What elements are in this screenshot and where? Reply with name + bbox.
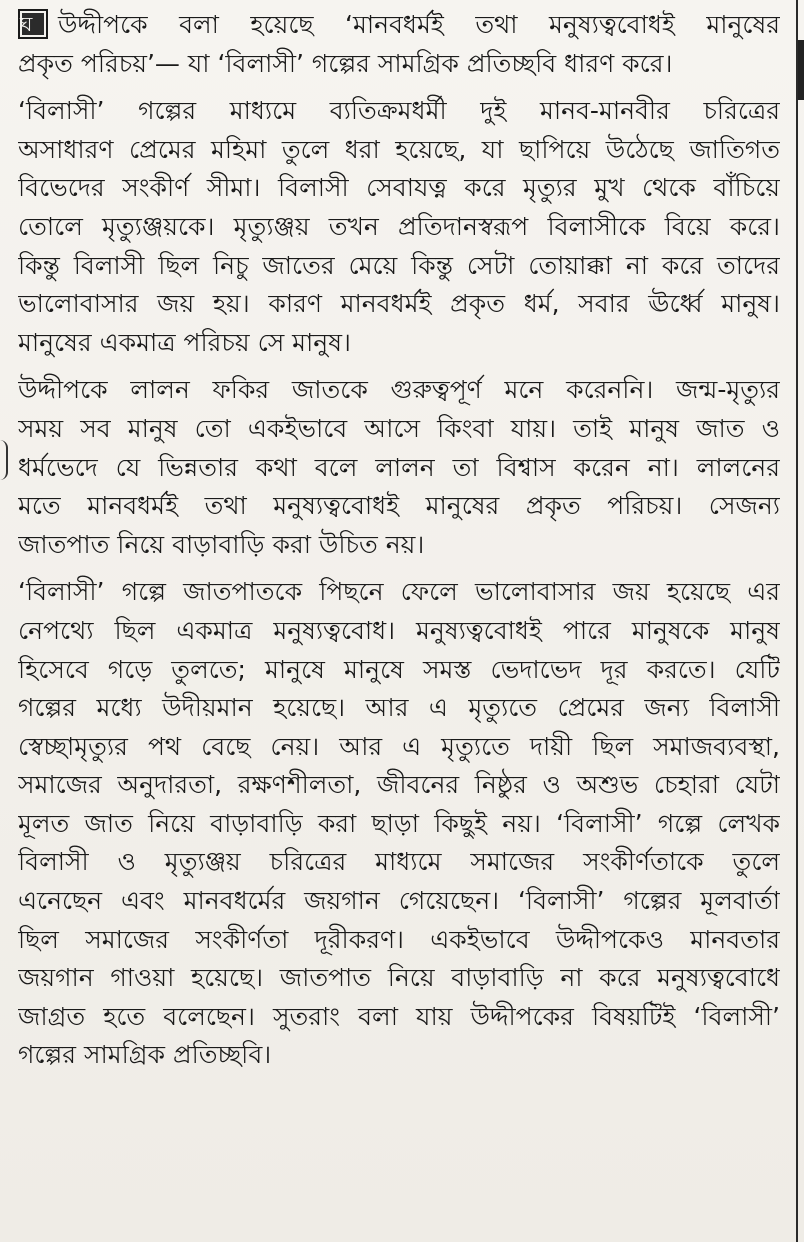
answer-text: [18, 6, 780, 1084]
line-text: উদ্দীপকে বলা হয়েছে ‘মানবধর্মই তথা মনুষ্যত্ববোধই মানুষের: [58, 10, 780, 39]
paragraph-lalon: [18, 371, 780, 564]
text-line: [18, 6, 780, 45]
text-line: প্রকৃত পরিচয়’— যা ‘বিলাসী’ গল্পের সামগ্রিক প্রতিচ্ছবি ধারণ করে।: [18, 48, 673, 78]
text-line: সময় সব মানুষ তো একইভাবে আসে কিংবা যায়। তাই মানুষ জাত ও: [18, 413, 780, 443]
text-line: বিলাসী ও মৃত্যুঞ্জয় চরিত্রের মাধ্যমে সমাজের সংকীর্ণতাকে তুলে: [18, 847, 780, 877]
text-line: গল্পের মধ্যে উদীয়মান হয়েছে। আর এ মৃত্যুতে প্রেমের জন্য বিলাসী: [18, 693, 780, 723]
paragraph-conclusion: [18, 573, 780, 1075]
column-rule: [796, 0, 798, 1242]
section-marker: ঘ: [18, 9, 48, 39]
text-line: এনেছেন এবং মানবধর্মের জয়গান গেয়েছেন। ‘বিলাসী’ গল্পের মূলবার্তা: [18, 886, 780, 916]
paragraph-bilasi-story: [18, 92, 780, 362]
text-line: কিন্তু বিলাসী ছিল নিচু জাতের মেয়ে কিন্তু সেটা তোয়াক্কা না করে তাদের: [18, 250, 780, 280]
text-line: সমাজের অনুদারতা, রক্ষণশীলতা, জীবনের নিষ্ঠুর ও অশুভ চেহারা যেটা: [18, 770, 780, 800]
text-line: বিভেদের সংকীর্ণ সীমা। বিলাসী সেবাযত্ন করে মৃত্যুর মুখ থেকে বাঁচিয়ে: [18, 173, 780, 203]
text-line: গল্পের সামগ্রিক প্রতিচ্ছবি।: [18, 1040, 272, 1070]
text-line: স্বেচ্ছামৃত্যুর পথ বেছে নেয়। আর এ মৃত্যুতে দায়ী ছিল সমাজব্যবস্থা,: [18, 731, 780, 761]
text-line: নেপথ্যে ছিল একমাত্র মনুষ্যত্ববোধ। মনুষ্যত্ববোধই পারে মানুষকে মানুষ: [18, 615, 780, 645]
text-line: জাগ্রত হতে বলেছেন। সুতরাং বলা যায় উদ্দীপকের বিষয়টিই ‘বিলাসী’: [18, 1001, 780, 1031]
text-line: ছিল সমাজের সংকীর্ণতা দূরীকরণ। একইভাবে উদ্দীপকেও মানবতার: [18, 924, 780, 954]
text-line: মূলত জাত নিয়ে বাড়াবাড়ি করা ছাড়া কিছুই নয়। ‘বিলাসী’ গল্পে লেখক: [18, 808, 780, 838]
text-line: মানুষের একমাত্র পরিচয় সে মানুষ।: [18, 327, 351, 357]
text-line: ধর্মভেদে যে ভিন্নতার কথা বলে লালন তা বিশ্বাস করেন না। লালনের: [18, 452, 780, 482]
text-line: মতে মানবধর্মই তথা মনুষ্যত্ববোধই মানুষের প্রকৃত পরিচয়। সেজন্য: [18, 491, 780, 521]
margin-tab: [798, 40, 804, 100]
text-line: হিসেবে গড়ে তুলতে; মানুষে মানুষে সমস্ত ভেদাভেদ দূর করতে। যেটি: [18, 654, 780, 684]
paragraph-intro: [18, 6, 780, 83]
text-line: জয়গান গাওয়া হয়েছে। জাতপাত নিয়ে বাড়াবাড়ি না করে মনুষ্যত্ববোধে: [18, 963, 780, 993]
text-line: ‘বিলাসী’ গল্পের মাধ্যমে ব্যতিক্রমধর্মী দুই মানব-মানবীর চরিত্রের: [18, 96, 780, 126]
text-line: তোলে মৃত্যুঞ্জয়কে। মৃত্যুঞ্জয় তখন প্রতিদানস্বরূপ বিলাসীকে বিয়ে করে।: [18, 211, 780, 241]
text-line: ভালোবাসার জয় হয়। কারণ মানবধর্মই প্রকৃত ধর্ম, সবার ঊর্ধ্বে মানুষ।: [18, 289, 780, 319]
text-line: অসাধারণ প্রেমের মহিমা তুলে ধরা হয়েছে, যা ছাপিয়ে উঠেছে জাতিগত: [18, 134, 780, 164]
text-line: উদ্দীপকে লালন ফকির জাতকে গুরুত্বপূর্ণ মনে করেননি। জন্ম-মৃত্যুর: [18, 375, 780, 405]
text-line: ‘বিলাসী’ গল্পে জাতপাতকে পিছনে ফেলে ভালোবাসার জয় হয়েছে এর: [18, 577, 780, 607]
text-line: জাতপাত নিয়ে বাড়াবাড়ি করা উচিত নয়।: [18, 529, 425, 559]
binding-edge-mark: [0, 440, 8, 480]
